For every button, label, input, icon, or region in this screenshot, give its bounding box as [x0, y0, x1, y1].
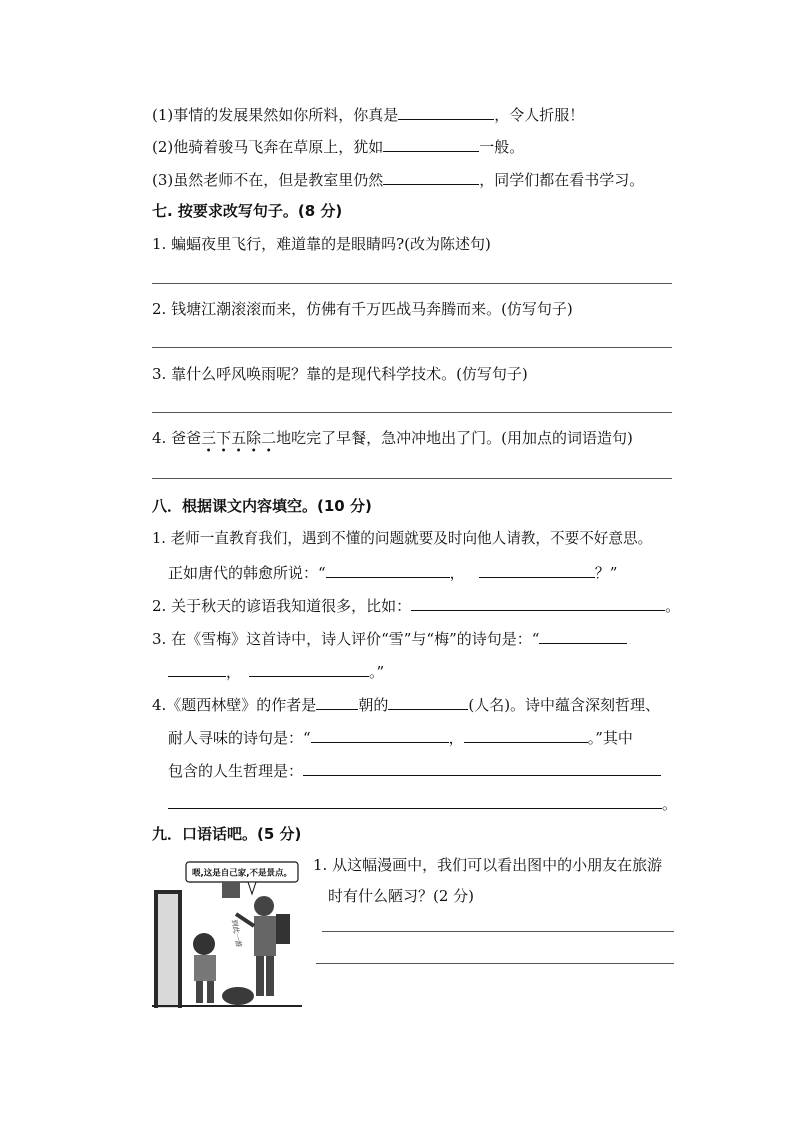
blank[interactable]: [479, 561, 595, 578]
comic-illustration: [152, 860, 302, 1010]
blank[interactable]: [388, 693, 468, 710]
s6-line-3: (3)虽然老师不在，但是教室里仍然 ，同学们都在看书学习。: [152, 168, 644, 190]
s8-question-2: 2. 关于秋天的谚语我知道很多，比如： 。: [152, 594, 680, 616]
blank[interactable]: [326, 561, 450, 578]
s7-question-1: 1. 蝙蝠夜里飞行，难道靠的是眼睛吗?(改为陈述句): [152, 235, 491, 253]
blank[interactable]: [168, 660, 226, 677]
blank[interactable]: [464, 726, 588, 743]
section-9-heading: 九．口语话吧。(5 分): [152, 825, 302, 843]
s8-question-1a: 1. 老师一直教育我们，遇到不懂的问题就要及时向他人请教，不要不好意思。: [152, 530, 653, 547]
answer-line[interactable]: [152, 347, 672, 348]
answer-line[interactable]: [152, 478, 672, 479]
answer-line[interactable]: [322, 931, 674, 932]
s9-question-1a: 1. 从这幅漫画中，我们可以看出图中的小朋友在旅游: [313, 856, 663, 874]
blank[interactable]: [383, 135, 479, 152]
s7-question-2: 2. 钱塘江潮滚滚而来，仿佛有千万匹战马奔腾而来。(仿写句子): [152, 300, 573, 318]
blank[interactable]: [249, 660, 369, 677]
s8-question-4b: 耐人寻味的诗句是：“ ， 。”其中: [168, 726, 633, 748]
blank[interactable]: [168, 792, 662, 809]
dotted-char: 三: [201, 429, 217, 447]
s8-question-4a: 4.《题西林壁》的作者是 朝的 (人名)。诗中蕴含深刻哲理、: [152, 693, 660, 715]
s6-line-1: (1)事情的发展果然如你所料，你真是 ，令人折服！: [152, 103, 584, 125]
s9-question-1b: 时有什么陋习？(2 分): [328, 887, 475, 905]
section-7-heading: 七. 按要求改写句子。(8 分): [152, 202, 343, 220]
dotted-char: 二: [261, 429, 277, 447]
s7-question-4: 4. 爸爸三下五除二地吃完了早餐，急冲冲地出了门。(用加点的词语造句): [152, 429, 633, 447]
s8-question-4d: 。: [168, 792, 677, 814]
blank[interactable]: [539, 627, 627, 644]
comic-speech-bubble: 喂,这是自己家,不是景点。: [192, 868, 292, 879]
blank[interactable]: [411, 594, 665, 611]
blank[interactable]: [398, 103, 494, 120]
s6-line-2: (2)他骑着骏马飞奔在草原上，犹如 一般。: [152, 135, 524, 157]
blank[interactable]: [383, 168, 479, 185]
section-8-heading: 八．根据课文内容填空。(10 分): [152, 497, 372, 515]
dotted-char: 下: [216, 429, 232, 447]
s8-question-3b: ， 。”: [168, 660, 384, 682]
comic-wall-graffiti: 到此一游: [230, 918, 243, 948]
blank[interactable]: [311, 726, 449, 743]
s8-question-3a: 3. 在《雪梅》这首诗中，诗人评价“雪”与“梅”的诗句是：“: [152, 627, 627, 649]
s8-question-4c: 包含的人生哲理是：: [168, 759, 661, 781]
s8-question-1b: 正如唐代的韩愈所说：“ ， ？”: [168, 561, 617, 583]
answer-line[interactable]: [152, 412, 672, 413]
answer-line[interactable]: [152, 283, 672, 284]
blank[interactable]: [303, 759, 661, 776]
blank[interactable]: [316, 693, 358, 710]
answer-line[interactable]: [316, 963, 674, 964]
s7-question-3: 3. 靠什么呼风唤雨呢？靠的是现代科学技术。(仿写句子): [152, 365, 528, 383]
dotted-char: 五: [231, 429, 247, 447]
dotted-char: 除: [246, 429, 262, 447]
